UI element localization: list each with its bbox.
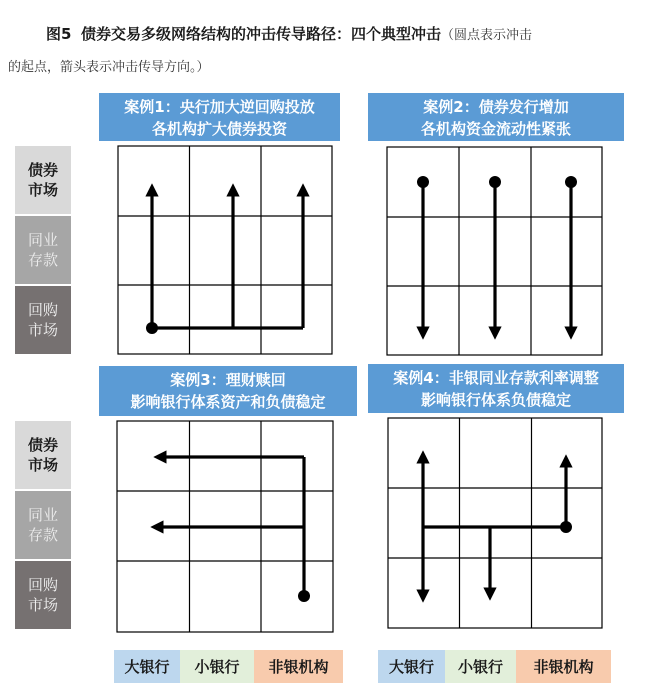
legend-small-bank: 小银行 — [180, 650, 254, 683]
legend-small-bank: 小银行 — [445, 650, 516, 683]
case-3-title: 案例3：理财赎回 影响银行体系资产和负债稳定 — [99, 366, 357, 416]
figure-title: 债券交易多级网络结构的冲击传导路径：四个典型冲击 — [80, 25, 441, 43]
case-2-arrows — [417, 176, 577, 333]
legend-non-bank: 非银机构 — [254, 650, 343, 683]
case-4-arrows — [423, 457, 572, 596]
row-label-repo-market: 回购 市场 — [15, 561, 71, 629]
case-3-arrows — [157, 457, 310, 602]
case-2-title: 案例2：债券发行增加 各机构资金流动性紧张 — [368, 93, 624, 141]
shock-origin-dot — [146, 322, 158, 334]
row-label-repo-market: 回购 市场 — [15, 286, 71, 354]
legend-left — [114, 650, 343, 683]
case-1-title: 案例1：央行加大逆回购投放 各机构扩大债券投资 — [99, 93, 340, 141]
row-label-bond-market: 债券 市场 — [15, 421, 71, 489]
caption-note-continued: 的起点，箭头表示冲击传导方向。） — [8, 60, 210, 75]
legend-right — [378, 650, 611, 683]
figure-label: 图5 — [46, 25, 72, 43]
case-1-arrows — [146, 190, 303, 334]
row-label-interbank-deposit: 同业 存款 — [15, 491, 71, 559]
caption-note: （圆点表示冲击 — [441, 28, 533, 43]
row-label-interbank-deposit: 同业 存款 — [15, 216, 71, 284]
row-label-bond-market: 债券 市场 — [15, 146, 71, 214]
legend-big-bank: 大银行 — [378, 650, 445, 683]
legend-non-bank: 非银机构 — [516, 650, 611, 683]
legend-big-bank: 大银行 — [114, 650, 180, 683]
case-4-title: 案例4：非银同业存款利率调整 影响银行体系负债稳定 — [368, 364, 624, 413]
